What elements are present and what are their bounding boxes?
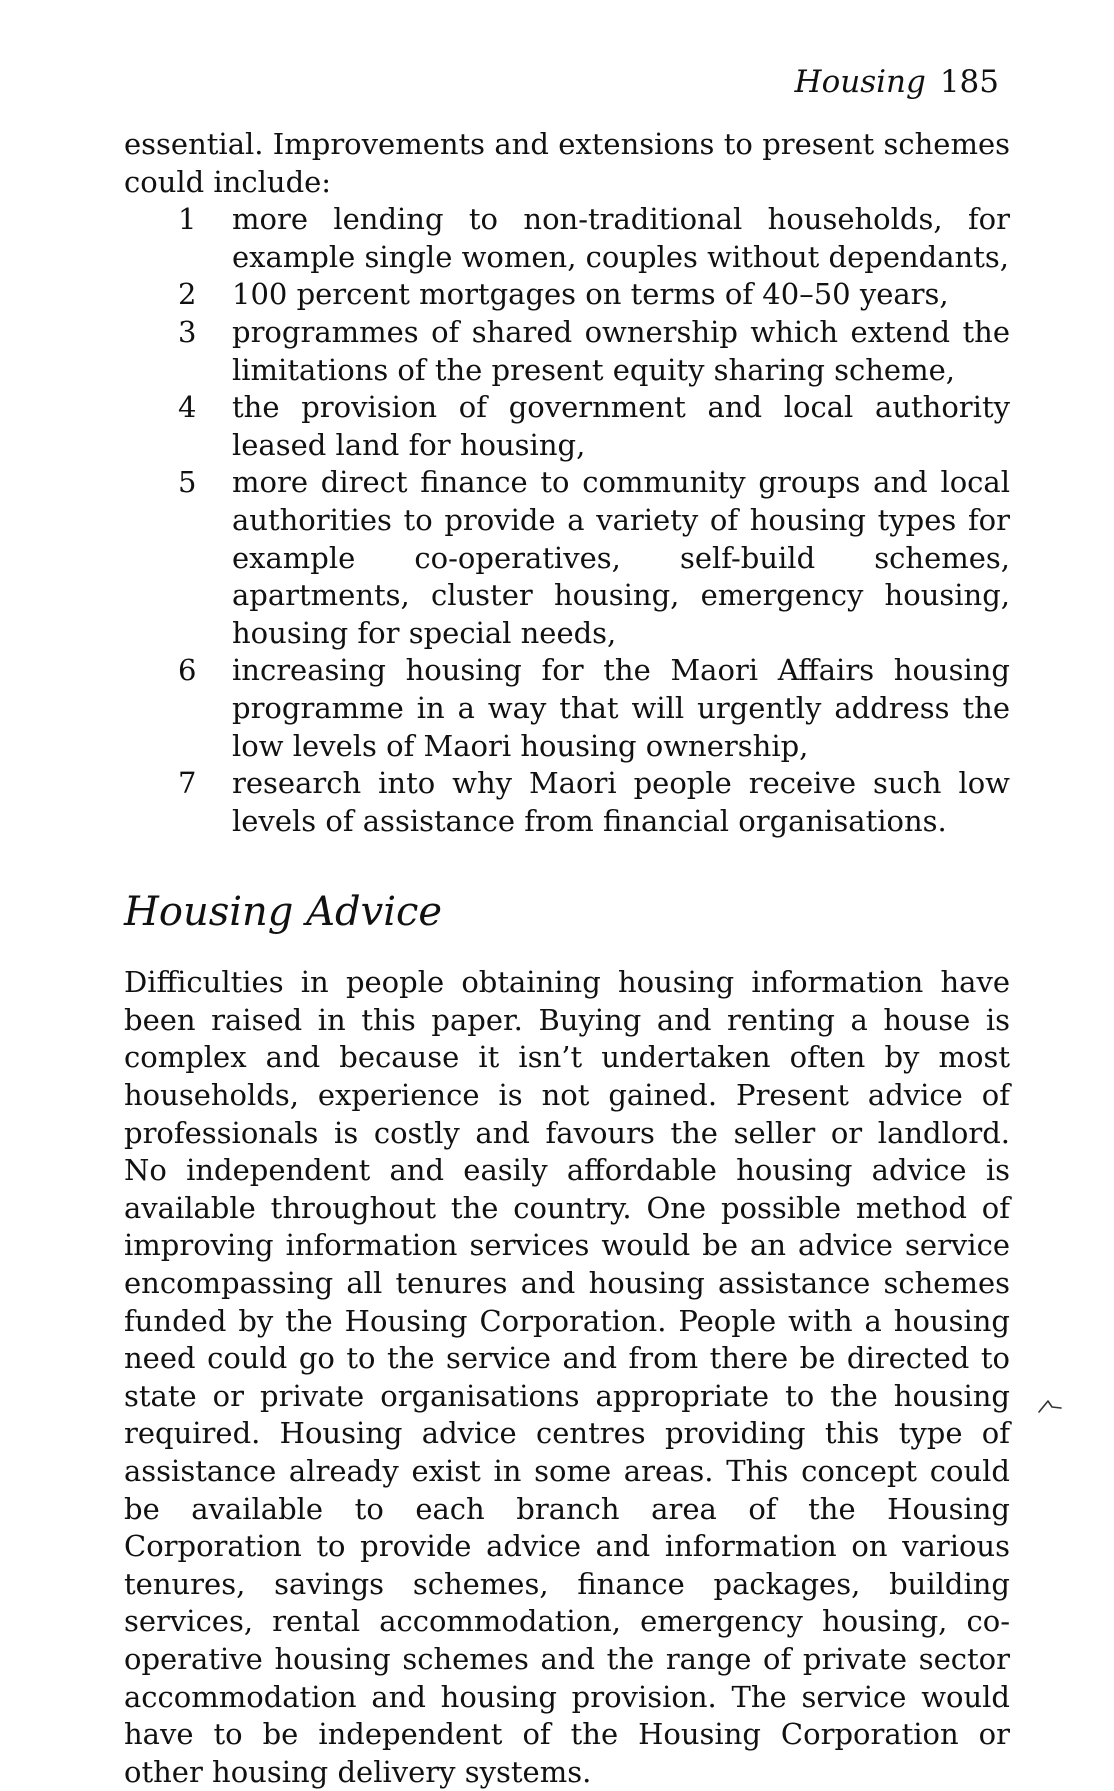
page-content [124, 126, 1010, 1791]
list-item-text: programmes of shared ownership which extend the limitations of the present equity sharing scheme, [232, 314, 1010, 387]
section-body: Difficulties in people obtaining housing information have been raised in this paper. Buying and renting a house is complex and because it isn’t undertaken often by most households, experience is not gained. Present advice of professionals is costly and favours the seller or landlord. No independent and easily affordable housing advice is available throughout the country. One possible method of improving information services would be an advice service encompassing all tenures and housing assistance schemes funded by the Housing Corporation. People with a housing need could go to the service and from there be directed to state or private organisations appropriate to the housing required. Housing advice centres providing this type of assistance already exist in some areas. This concept could be available to each branch area of the Housing Corporation to provide advice and information on various tenures, savings schemes, finance packages, building services, rental accommodation, emergency housing, co-operative housing schemes and the range of private sector accommodation and housing provision. The service would have to be independent of the Housing Corporation or other housing delivery systems. [124, 965, 1010, 1789]
list-item-text: 100 percent mortgages on terms of 40–50 years, [232, 277, 949, 312]
list-item-number: 4 [178, 390, 197, 425]
running-head [795, 64, 999, 100]
list-item [124, 276, 1010, 314]
running-head-title: Housing [794, 64, 926, 100]
list-item [124, 464, 1010, 652]
list-item [124, 201, 1010, 276]
list-item-number: 3 [178, 314, 197, 349]
list-item-text: increasing housing for the Maori Affairs housing programme in a way that will urgently address the low levels of Maori housing ownership, [232, 653, 1010, 763]
list-item-number: 5 [178, 465, 197, 500]
list-item-text: the provision of government and local authority leased land for housing, [232, 390, 1010, 462]
list-item-number: 6 [178, 653, 197, 688]
list-item [124, 389, 1010, 464]
list-item [124, 765, 1010, 840]
improvements-list [124, 201, 1010, 840]
handwritten-caret-mark [1038, 1398, 1062, 1414]
intro-paragraph: essential. Improvements and extensions to present schemes could include: [124, 127, 1010, 199]
section-heading: Housing Advice [124, 889, 443, 936]
list-item-number: 2 [178, 277, 197, 312]
list-item-text: research into why Maori people receive such low levels of assistance from financial organisations. [232, 766, 1010, 838]
list-item [124, 314, 1010, 389]
list-item [124, 652, 1010, 765]
list-item-number: 1 [178, 202, 197, 237]
list-item-text: more direct finance to community groups and local authorities to provide a variety of housing types for example co-operatives, self-build schemes, apartments, cluster housing, emergency housing, housing for special needs, [232, 465, 1010, 650]
list-item-number: 7 [178, 766, 197, 801]
page-number: 185 [939, 64, 999, 100]
list-item-text: more lending to non-traditional households, for example single women, couples without dependants, [232, 202, 1010, 274]
